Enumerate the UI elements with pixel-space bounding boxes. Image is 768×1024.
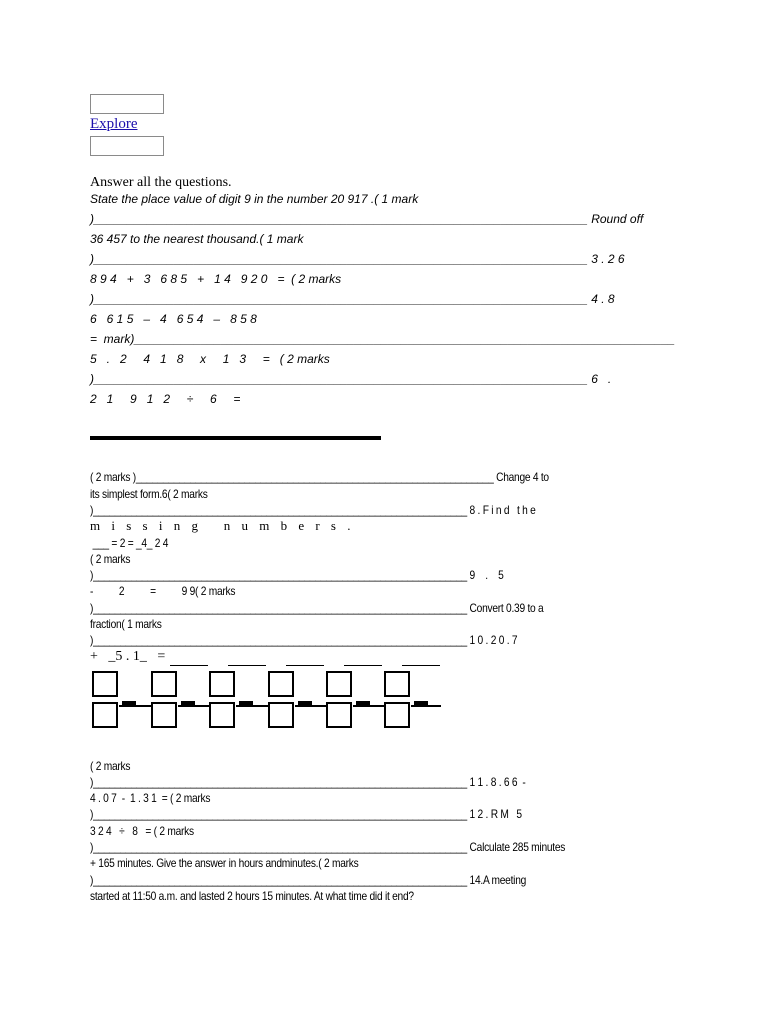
question-line: + _5 . 1_ =	[90, 649, 166, 664]
question-line: )_____________________________________________________________________ 8 . F i n d t h e	[90, 503, 536, 517]
question-line: )__________________________________________________________________________ Round off	[90, 212, 644, 226]
box-connector-mark	[414, 701, 428, 706]
question-line: )_____________________________________________________________________ 9 . 5	[90, 568, 504, 582]
answer-underline	[170, 665, 208, 666]
question-line: 8 9 4 + 3 6 8 5 + 1 4 9 2 0 = ( 2 marks	[90, 272, 342, 286]
question-line: 4 . 0 7 - 1 . 3 1 = ( 2 marks	[90, 791, 211, 805]
explore-link[interactable]: Explore	[90, 116, 138, 132]
question-line: 5 . 2 4 1 8 x 1 3 = ( 2 marks	[90, 352, 330, 366]
instructions: Answer all the questions.	[90, 175, 232, 190]
answer-box	[209, 671, 235, 697]
search-box-bottom[interactable]	[90, 136, 164, 156]
question-line: = mark)_________________________________________________________________________________	[90, 332, 675, 346]
question-line: ( 2 marks	[90, 552, 131, 566]
box-connector-mark	[298, 701, 312, 706]
question-line: ( 2 marks )__________________________________________________________________ Change 4 to	[90, 470, 549, 484]
answer-box	[209, 702, 235, 728]
box-connector-mark	[356, 701, 370, 706]
search-box-top[interactable]	[90, 94, 164, 114]
answer-box	[151, 671, 177, 697]
answer-box	[92, 671, 118, 697]
question-line: + 165 minutes. Give the answer in hours andminutes.( 2 marks	[90, 856, 359, 870]
answer-underline	[228, 665, 266, 666]
question-line: )_____________________________________________________________________ 1 2 . R M 5	[90, 807, 522, 821]
question-line: )__________________________________________________________________________ 6 .	[90, 372, 612, 386]
question-line: 36 457 to the nearest thousand.( 1 mark	[90, 232, 304, 246]
answer-box	[268, 671, 294, 697]
question-line: )_____________________________________________________________________ Calculate 285 minutes	[90, 840, 566, 854]
question-line: 6 6 1 5 – 4 6 5 4 – 8 5 8	[90, 312, 257, 326]
answer-box	[92, 702, 118, 728]
box-connector-mark	[181, 701, 195, 706]
answer-box	[151, 702, 177, 728]
answer-box	[384, 702, 410, 728]
question-line: State the place value of digit 9 in the number 20 917 .( 1 mark	[90, 192, 419, 206]
answer-underline	[402, 665, 440, 666]
question-line: 3 2 4 ÷ 8 = ( 2 marks	[90, 824, 194, 838]
question-line: 2 1 9 1 2 ÷ 6 =	[90, 392, 241, 406]
question-line: ___ = 2 = _4_ 2 4	[90, 536, 169, 550]
answer-box	[326, 671, 352, 697]
box-connector-mark	[239, 701, 253, 706]
answer-underline	[344, 665, 382, 666]
question-line: ( 2 marks	[90, 759, 131, 773]
question-line: - 2 = 9 9( 2 marks	[90, 584, 236, 598]
question-line: m i s s i n g n u m b e r s .	[90, 518, 355, 533]
question-line: )__________________________________________________________________________ 3 . 2 6	[90, 252, 625, 266]
box-connector-mark	[122, 701, 136, 706]
answer-box	[268, 702, 294, 728]
question-line: started at 11:50 a.m. and lasted 2 hours 15 minutes. At what time did it end?	[90, 889, 414, 903]
divider-rule	[90, 436, 381, 440]
question-line: fraction( 1 marks	[90, 617, 162, 631]
answer-underline	[286, 665, 324, 666]
answer-box	[384, 671, 410, 697]
question-line: its simplest form.6( 2 marks	[90, 487, 208, 501]
question-line: )__________________________________________________________________________ 4 . 8	[90, 292, 615, 306]
question-line: )_____________________________________________________________________ 1 1 . 8 . 6 6 -	[90, 775, 526, 789]
answer-box	[326, 702, 352, 728]
question-line: )_____________________________________________________________________ 14.A meeting	[90, 873, 527, 887]
question-line: )_____________________________________________________________________ 1 0 . 2 0 . 7	[90, 633, 518, 647]
question-line: )_____________________________________________________________________ Convert 0.39 to a	[90, 601, 544, 615]
